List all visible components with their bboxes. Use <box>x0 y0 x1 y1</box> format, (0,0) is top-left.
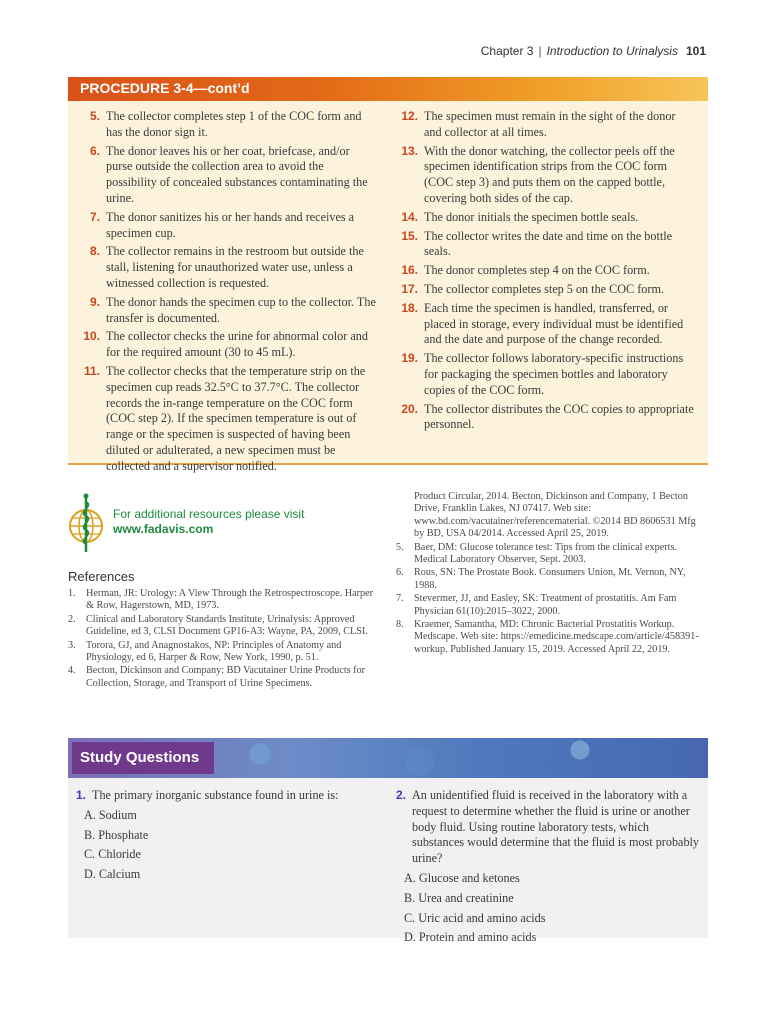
answer-option: A. Glucose and ketones <box>404 870 520 885</box>
reference-text: Torora, GJ, and Anagnostakos, NP: Principles of Anatomy and Physiology, ed 6, Harper & Row, New York, 1990, p. 51. <box>86 639 342 664</box>
step-number: 20. <box>401 401 418 416</box>
step-text: With the donor watching, the collector peels off the specimen identification strips from the COC form (COC step 3) and puts them on the capped bottle, covering both sides of the cap. <box>424 143 675 205</box>
step-number: 14. <box>401 209 418 224</box>
step-text: The collector writes the date and time on the bottle seals. <box>424 228 673 259</box>
procedure-steps-right <box>394 109 694 436</box>
resources-link[interactable]: www.fadavis.com <box>113 522 214 536</box>
procedure-body <box>68 101 708 473</box>
step-text: The donor initials the specimen bottle seals. <box>424 209 639 224</box>
study-questions-title: Study Questions <box>80 749 200 766</box>
step-number: 17. <box>401 281 418 296</box>
reference-number: 7. <box>396 593 404 605</box>
reference-item <box>396 593 708 618</box>
reference-item <box>68 640 378 665</box>
chapter-label: Chapter 3 <box>480 44 534 58</box>
step-text: The collector checks the urine for abnormal color and for the required amount (30 to 45 mL). <box>106 329 368 360</box>
running-header <box>481 44 706 58</box>
reference-item <box>396 619 708 656</box>
procedure-step <box>394 229 694 261</box>
step-number: 10. <box>83 329 100 344</box>
procedure-step <box>394 263 694 279</box>
procedure-step <box>394 109 694 141</box>
reference-item <box>396 491 708 541</box>
header-separator: | <box>538 44 542 58</box>
step-number: 5. <box>89 109 100 123</box>
step-text: The collector completes step 1 of the COC form and has the donor sign it. <box>106 109 362 139</box>
answer-option: B. Phosphate <box>84 827 149 842</box>
reference-number: 3. <box>68 639 76 651</box>
study-questions-banner <box>68 738 708 778</box>
procedure-step <box>394 402 694 434</box>
step-text: Each time the specimen is handled, transferred, or placed in storage, every individual must be identified and the date and purpose of the change recorded. <box>424 300 684 347</box>
step-number: 16. <box>401 263 418 278</box>
procedure-step <box>394 282 694 298</box>
procedure-step <box>76 329 376 361</box>
resources-text: For additional resources please visit <box>113 507 305 521</box>
step-text: The specimen must remain in the sight of the donor and collector at all times. <box>424 109 676 139</box>
procedure-step <box>394 301 694 348</box>
answer-option: D. Calcium <box>84 867 141 882</box>
procedure-step <box>76 364 376 475</box>
reference-text: Product Circular, 2014. Becton, Dickinson and Company, 1 Becton Drive, Franklin Lakes, NJ 07417. Web site: www.bd.com/vacutainer/referencematerial. ©2014 BD 8606531 Mfg by BD, USA 04/2014. Accessed April 25, 2019. <box>414 491 696 540</box>
step-text: The collector distributes the COC copies to appropriate personnel. <box>424 401 694 432</box>
step-text: The donor leaves his or her coat, briefcase, and/or purse outside the collection area to avoid the possibility of concealed substances contaminating the urine. <box>106 143 368 205</box>
step-text: The collector follows laboratory-specific instructions for packaging the specimen bottles and laboratory copies of the COC form. <box>424 351 684 397</box>
answer-option: D. Protein and amino acids <box>404 930 537 945</box>
reference-text: Clinical and Laboratory Standards Institute, Urinalysis: Approved Guideline, ed 3, CLSI Document GP16-A3: Wayne, PA, 2009, CLSI. <box>86 613 368 638</box>
reference-item <box>396 542 708 567</box>
reference-text: Becton, Dickinson and Company: BD Vacutainer Urine Products for Collection, Storage, and Transport of Urine Specimens. <box>86 665 366 689</box>
study-questions-body <box>68 778 708 945</box>
question-text: The primary inorganic substance found in urine is: <box>92 788 339 802</box>
step-text: The collector completes step 5 on the COC form. <box>424 281 664 296</box>
reference-item <box>68 614 378 639</box>
step-text: The donor completes step 4 on the COC form. <box>424 263 650 278</box>
question-header <box>68 788 374 804</box>
resources-note <box>113 507 304 537</box>
reference-text: Kraemer, Samantha, MD: Chronic Bacterial Prostatitis Workup. Medscape. Web site: https://emedicine.medscape.com/article/458391-workup. Published January 15, 2019. Accessed April 22, 2019. <box>414 619 699 655</box>
references-list-left <box>68 588 378 691</box>
procedure-step <box>394 351 694 398</box>
reference-text: Stevermer, JJ, and Easley, SK: Treatment of prostatitis. Am Fam Physician 61(10):2015–3022, 2000. <box>414 593 677 617</box>
procedure-step <box>76 244 376 291</box>
step-number: 8. <box>89 244 100 259</box>
reference-text: Herman, JR: Urology: A View Through the Retrospectroscope. Harper & Row, Hagerstown, MD, 1973. <box>86 588 374 612</box>
step-text: The donor sanitizes his or her hands and receives a specimen cup. <box>106 209 355 240</box>
reference-item <box>396 567 708 592</box>
reference-number: 6. <box>396 567 404 579</box>
answer-option: C. Uric acid and amino acids <box>404 910 546 925</box>
reference-text: Rous, SN: The Prostate Book. Consumers Union, Mt. Vernon, NY, 1988. <box>414 567 686 591</box>
procedure-step <box>76 144 376 207</box>
answer-option: A. Sodium <box>84 807 137 822</box>
references-heading: References <box>68 569 135 584</box>
step-number: 9. <box>89 294 100 309</box>
step-text: The collector remains in the restroom but outside the stall, listening for unauthorized water use, unless a witnessed collection is requested. <box>106 244 364 290</box>
question-text: An unidentified fluid is received in the laboratory with a request to determine whether the fluid is urine or another body fluid. Using routine laboratory tests, which substances would determine that the fluid is most probably urine? <box>412 788 700 866</box>
reference-number: 5. <box>396 541 404 553</box>
procedure-step <box>394 210 694 226</box>
procedure-steps-left <box>76 109 376 478</box>
step-text: The donor hands the specimen cup to the collector. The transfer is documented. <box>106 294 376 325</box>
step-number: 18. <box>401 300 418 315</box>
reference-number <box>396 491 414 541</box>
question-1 <box>68 788 374 883</box>
question-number: 2. <box>395 788 406 802</box>
step-number: 13. <box>401 143 418 158</box>
procedure-title: PROCEDURE 3-4—cont’d <box>80 80 250 96</box>
procedure-step <box>76 109 376 141</box>
question-number: 1. <box>75 788 86 802</box>
step-number: 19. <box>401 351 418 366</box>
procedure-banner <box>68 77 708 101</box>
question-2 <box>388 788 704 946</box>
reference-text: Baer, DM: Glucose tolerance test: Tips from the clinical experts. Medical Laboratory Observer, Sept. 2003. <box>414 541 677 566</box>
procedure-step <box>76 295 376 327</box>
step-number: 11. <box>83 363 100 378</box>
section-title: Introduction to Urinalysis <box>546 44 678 58</box>
reference-number: 2. <box>68 613 76 625</box>
procedure-step <box>394 144 694 207</box>
reference-number: 4. <box>68 665 76 677</box>
step-number: 15. <box>401 228 418 243</box>
caduceus-globe-icon <box>66 492 106 554</box>
reference-number: 1. <box>68 588 76 599</box>
study-questions-title-box <box>72 742 214 774</box>
answer-option: B. Urea and creatinine <box>404 890 514 905</box>
step-text: The collector checks that the temperature strip on the specimen cup reads 32.5°C to 37.7°C. The collector records the in-range temperature on the COC form (COC step 2). If the specimen temperature is out of range or the specimen is suspected of having been diluted or adulterated, a new specimen must be collected and a supervisor notified. <box>106 363 366 473</box>
page-number: 101 <box>685 44 706 58</box>
step-number: 12. <box>401 109 418 123</box>
question-header <box>388 788 704 867</box>
step-number: 6. <box>89 143 100 158</box>
procedure-step <box>76 210 376 242</box>
step-number: 7. <box>89 209 100 224</box>
answer-option: C. Chloride <box>84 847 141 862</box>
reference-item <box>68 588 378 613</box>
reference-number: 8. <box>396 619 404 631</box>
references-list-right <box>396 491 708 657</box>
reference-item <box>68 665 378 690</box>
